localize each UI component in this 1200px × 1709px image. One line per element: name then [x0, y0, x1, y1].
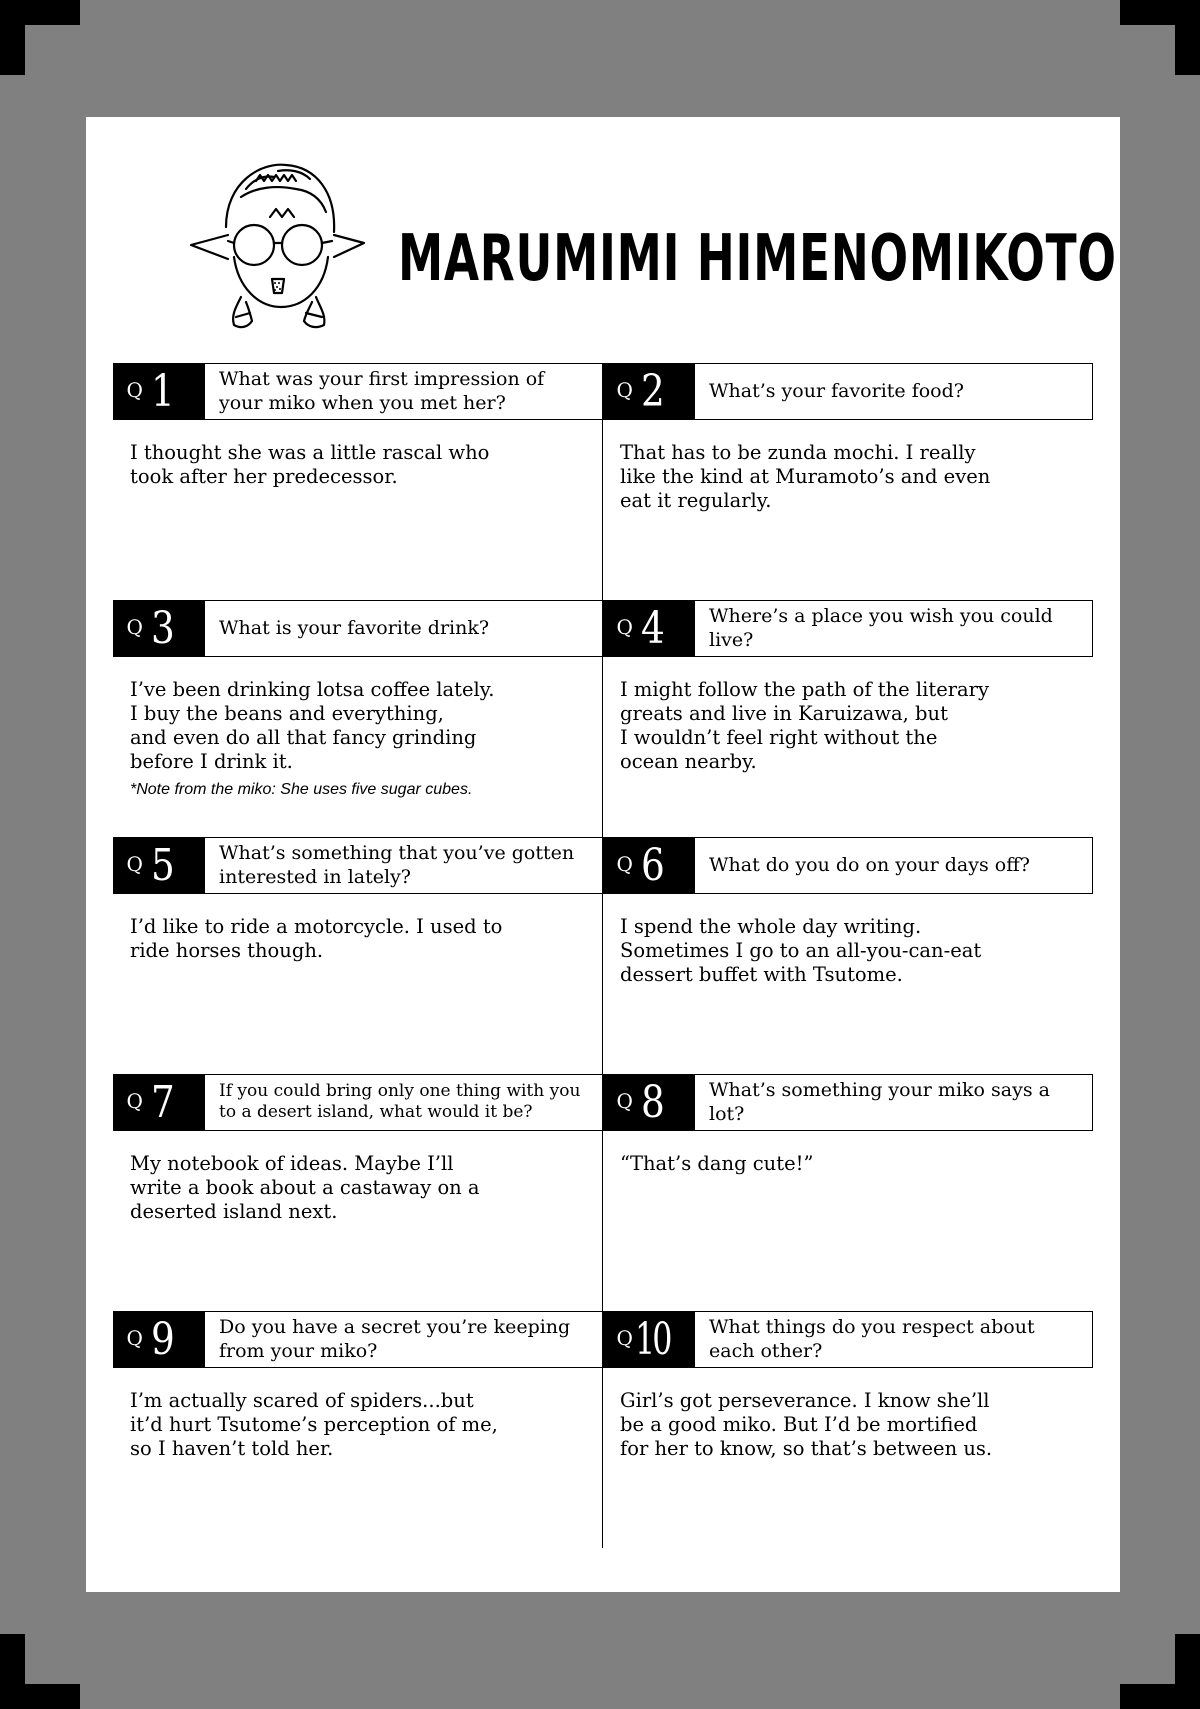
question-header: [113, 363, 603, 420]
question-header: [603, 363, 1093, 420]
question-number: 5: [150, 839, 175, 891]
question-number-badge: [113, 1311, 205, 1368]
question-number: 10: [634, 1313, 670, 1365]
question-number-badge: [113, 1074, 205, 1131]
question-block-3: [113, 600, 603, 837]
question-text: What’s your favorite food?: [709, 380, 964, 402]
question-header: [113, 600, 603, 657]
answer-text: I’d like to ride a motorcycle. I used to ride horses though.: [130, 915, 503, 962]
miko-note: *Note from the miko: She uses five sugar cubes.: [130, 781, 473, 798]
answer-text: That has to be zunda mochi. I really like the kind at Muramoto’s and even eat it regularly.: [620, 441, 991, 512]
question-mark-label: Q: [126, 614, 143, 639]
question-number: 7: [150, 1076, 175, 1128]
question-number: 4: [640, 602, 665, 654]
question-header: [603, 1074, 1093, 1131]
answer-text: My notebook of ideas. Maybe I’ll write a book about a castaway on a deserted island next.: [130, 1152, 480, 1223]
question-number-badge: [603, 837, 695, 894]
question-text: If you could bring only one thing with you to a desert island, what would it be?: [219, 1081, 581, 1122]
question-text: What’s something your miko says a lot?: [709, 1079, 1050, 1125]
question-block-5: [113, 837, 603, 1074]
question-number: 1: [150, 365, 175, 417]
question-block-6: [603, 837, 1093, 1074]
question-number: 8: [640, 1076, 665, 1128]
question-number-badge: [603, 363, 695, 420]
question-text: Do you have a secret you’re keeping from your miko?: [219, 1316, 571, 1362]
answer-text: I’m actually scared of spiders...but it’d hurt Tsutome’s perception of me, so I haven’t told her.: [130, 1389, 498, 1460]
question-block-7: [113, 1074, 603, 1311]
question-number-badge: [113, 363, 205, 420]
answer-text: Girl’s got perseverance. I know she’ll be a good miko. But I’d be mortified for her to know, so that’s between us.: [620, 1389, 993, 1460]
question-block-1: [113, 363, 603, 600]
page-title: MARUMIMI HIMENOMIKOTO: [398, 222, 1117, 296]
question-mark-label: Q: [126, 377, 143, 402]
answer-text: I might follow the path of the literary greats and live in Karuizawa, but I wouldn’t feel right without the ocean nearby.: [620, 678, 990, 773]
answer-text: “That’s dang cute!”: [620, 1152, 814, 1175]
question-header: [603, 837, 1093, 894]
question-header: [603, 1311, 1093, 1368]
question-number-badge: [603, 1074, 695, 1131]
question-number: 3: [150, 602, 175, 654]
question-header: [113, 1311, 603, 1368]
question-block-2: [603, 363, 1093, 600]
question-number-badge: [603, 600, 695, 657]
chibi-character-portrait-icon: [186, 157, 366, 332]
question-block-10: [603, 1311, 1093, 1548]
question-mark-label: Q: [616, 377, 633, 402]
question-mark-label: Q: [126, 1325, 143, 1350]
question-number: 6: [640, 839, 665, 891]
question-text: What was your first impression of your miko when you met her?: [219, 368, 545, 414]
question-block-8: [603, 1074, 1093, 1311]
question-mark-label: Q: [126, 1088, 143, 1113]
question-header: [603, 600, 1093, 657]
question-mark-label: Q: [616, 851, 633, 876]
question-number: 9: [150, 1313, 175, 1365]
corner-mark-bottom-left: [0, 1634, 80, 1709]
corner-mark-top-right: [1120, 0, 1200, 75]
question-number: 2: [640, 365, 665, 417]
question-text: What is your favorite drink?: [219, 617, 490, 639]
question-mark-label: Q: [126, 851, 143, 876]
question-text: What things do you respect about each other?: [709, 1316, 1035, 1362]
question-text: Where’s a place you wish you could live?: [709, 605, 1053, 651]
question-number-badge: [113, 600, 205, 657]
question-mark-label: Q: [616, 1325, 633, 1350]
question-text: What do you do on your days off?: [709, 854, 1030, 876]
question-block-4: [603, 600, 1093, 837]
question-header: [113, 1074, 603, 1131]
question-mark-label: Q: [616, 614, 633, 639]
question-number-badge: [603, 1311, 695, 1368]
question-header: [113, 837, 603, 894]
profile-page: [86, 117, 1120, 1592]
question-text: What’s something that you’ve gotten interested in lately?: [219, 842, 575, 888]
answer-text: I spend the whole day writing. Sometimes I go to an all-you-can-eat dessert buffet with Tsutome.: [620, 915, 982, 986]
question-mark-label: Q: [616, 1088, 633, 1113]
corner-mark-top-left: [0, 0, 80, 75]
answer-text: I thought she was a little rascal who took after her predecessor.: [130, 441, 490, 488]
corner-mark-bottom-right: [1120, 1634, 1200, 1709]
question-block-9: [113, 1311, 603, 1548]
answer-text: I’ve been drinking lotsa coffee lately. I buy the beans and everything, and even do all that fancy grinding before I drink it.: [130, 678, 495, 773]
question-number-badge: [113, 837, 205, 894]
